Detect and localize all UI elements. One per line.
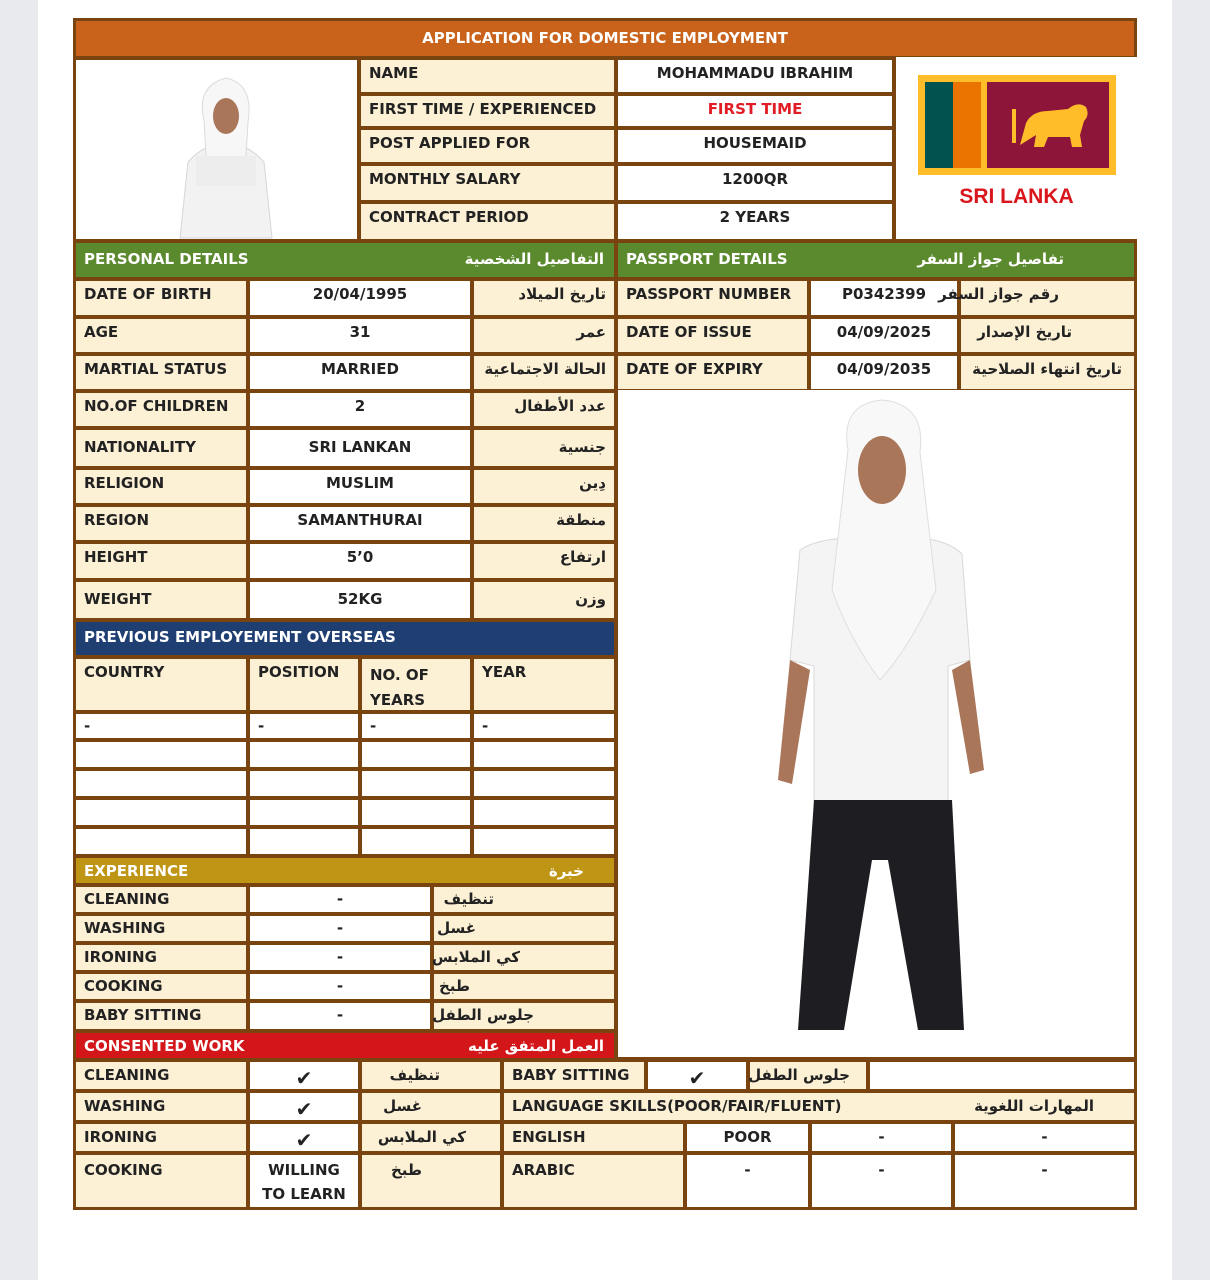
prev-empty-cell bbox=[247, 768, 361, 799]
passport-number-label: PASSPORT NUMBER bbox=[615, 278, 810, 318]
prev-empty-cell bbox=[73, 768, 249, 799]
prev-col-years: NO. OF YEARS bbox=[359, 656, 473, 713]
issue-date-ar: تاريخ الإصدار bbox=[958, 316, 1137, 355]
cw-babysitting-ar: جلوس الطفل bbox=[747, 1059, 869, 1092]
prev-col-year: YEAR bbox=[471, 656, 617, 713]
issue-date-label: DATE OF ISSUE bbox=[615, 316, 810, 355]
height-label: HEIGHT bbox=[73, 541, 249, 581]
prev-empty-cell bbox=[471, 768, 617, 799]
nationality-ar: جنسية bbox=[471, 427, 617, 469]
sri-lanka-flag-icon bbox=[918, 75, 1116, 175]
cw-cleaning-check-icon: ✔ bbox=[247, 1059, 361, 1092]
language-title-ar: المهارات اللغوية bbox=[974, 1097, 1094, 1115]
marital-ar: الحالة الاجتماعية bbox=[471, 353, 617, 392]
dob-ar: تاريخ الميلاد bbox=[471, 278, 617, 318]
language-title: LANGUAGE SKILLS(POOR/FAIR/FLUENT) bbox=[512, 1097, 842, 1115]
experience-title-ar: خبرة bbox=[548, 862, 584, 880]
english-level-1: POOR bbox=[684, 1121, 811, 1154]
passport-title: PASSPORT DETAILS bbox=[626, 250, 788, 268]
cw-ironing-check-icon: ✔ bbox=[247, 1121, 361, 1154]
exp-ironing-label: IRONING bbox=[73, 942, 249, 973]
prev-empty-cell bbox=[247, 826, 361, 857]
cw-ironing-ar: كي الملابس bbox=[359, 1121, 503, 1154]
religion-value: MUSLIM bbox=[247, 467, 473, 506]
prev-empty-cell bbox=[359, 797, 473, 828]
prev-empty-cell bbox=[359, 826, 473, 857]
country-name: SRI LANKA bbox=[959, 185, 1074, 208]
prev-empty-cell bbox=[359, 768, 473, 799]
cw-washing-check-icon: ✔ bbox=[247, 1090, 361, 1123]
issue-date-value: 04/09/2025 bbox=[808, 316, 960, 355]
expiry-date-label: DATE OF EXPIRY bbox=[615, 353, 810, 392]
post-value: HOUSEMAID bbox=[615, 127, 895, 165]
arabic-level-1: - bbox=[684, 1152, 811, 1210]
consented-title-ar: العمل المتفق عليه bbox=[468, 1037, 604, 1055]
cw-cooking-label: COOKING bbox=[73, 1152, 249, 1210]
post-label: POST APPLIED FOR bbox=[358, 127, 617, 165]
dob-label: DATE OF BIRTH bbox=[73, 278, 249, 318]
consented-work-header bbox=[73, 1030, 617, 1061]
weight-value: 52KG bbox=[247, 579, 473, 621]
exp-cooking-label: COOKING bbox=[73, 971, 249, 1002]
weight-label: WEIGHT bbox=[73, 579, 249, 621]
cw-cleaning-label: CLEANING bbox=[73, 1059, 249, 1092]
english-level-2: - bbox=[809, 1121, 954, 1154]
prev-empty-cell bbox=[359, 739, 473, 770]
contract-label: CONTRACT PERIOD bbox=[358, 201, 617, 242]
cw-cleaning-ar: تنظيف bbox=[359, 1059, 503, 1092]
english-level-3: - bbox=[952, 1121, 1137, 1154]
prev-empty-cell bbox=[73, 739, 249, 770]
age-ar: عمر bbox=[471, 316, 617, 355]
salary-label: MONTHLY SALARY bbox=[358, 163, 617, 203]
contract-value: 2 YEARS bbox=[615, 201, 895, 242]
passport-title-ar: تفاصيل جواز السفر bbox=[917, 250, 1064, 268]
exp-washing-value: - bbox=[247, 913, 433, 944]
salary-value: 1200QR bbox=[615, 163, 895, 203]
prev-col-position: POSITION bbox=[247, 656, 361, 713]
passport-number-ar: رقم جواز السفر bbox=[958, 278, 1137, 318]
prev-row-position: - bbox=[247, 711, 361, 741]
exp-washing-ar: غسل bbox=[431, 913, 617, 944]
passport-number-value: P0342399 bbox=[808, 278, 960, 318]
region-label: REGION bbox=[73, 504, 249, 543]
first-time-label: FIRST TIME / EXPERIENCED bbox=[358, 93, 617, 129]
country-box bbox=[893, 57, 1137, 242]
region-ar: منطقة bbox=[471, 504, 617, 543]
small-photo bbox=[73, 57, 360, 242]
form-title: APPLICATION FOR DOMESTIC EMPLOYMENT bbox=[73, 18, 1137, 59]
exp-cleaning-value: - bbox=[247, 884, 433, 915]
marital-value: MARRIED bbox=[247, 353, 473, 392]
prev-row-years: - bbox=[359, 711, 473, 741]
expiry-date-ar: تاريخ انتهاء الصلاحية bbox=[958, 353, 1137, 392]
cw-babysitting-check-icon: ✔ bbox=[645, 1059, 749, 1092]
cw-ironing-label: IRONING bbox=[73, 1121, 249, 1154]
exp-ironing-value: - bbox=[247, 942, 433, 973]
prev-empty-cell bbox=[247, 797, 361, 828]
prev-row-year: - bbox=[471, 711, 617, 741]
religion-ar: دِين bbox=[471, 467, 617, 506]
children-ar: عدد الأطفال bbox=[471, 390, 617, 429]
arabic-level-2: - bbox=[809, 1152, 954, 1210]
prev-empty-cell bbox=[247, 739, 361, 770]
religion-label: RELIGION bbox=[73, 467, 249, 506]
marital-label: MARTIAL STATUS bbox=[73, 353, 249, 392]
personal-title: PERSONAL DETAILS bbox=[84, 250, 249, 268]
dob-value: 20/04/1995 bbox=[247, 278, 473, 318]
region-value: SAMANTHURAI bbox=[247, 504, 473, 543]
cw-babysitting-label: BABY SITTING bbox=[501, 1059, 647, 1092]
experience-title: EXPERIENCE bbox=[84, 862, 189, 880]
age-label: AGE bbox=[73, 316, 249, 355]
cw-empty-cell bbox=[867, 1059, 1137, 1092]
consented-title: CONSENTED WORK bbox=[84, 1037, 245, 1055]
exp-cooking-ar: طبخ bbox=[431, 971, 617, 1002]
prev-col-country: COUNTRY bbox=[73, 656, 249, 713]
height-ar: ارتفاع bbox=[471, 541, 617, 581]
children-value: 2 bbox=[247, 390, 473, 429]
arabic-level-3: - bbox=[952, 1152, 1137, 1210]
exp-cleaning-label: CLEANING bbox=[73, 884, 249, 915]
expiry-date-value: 04/09/2035 bbox=[808, 353, 960, 392]
passport-details-header bbox=[615, 240, 1137, 280]
age-value: 31 bbox=[247, 316, 473, 355]
english-label: ENGLISH bbox=[501, 1121, 686, 1154]
experience-header bbox=[73, 855, 617, 886]
personal-title-ar: التفاصيل الشخصية bbox=[464, 250, 604, 268]
previous-employment-header: PREVIOUS EMPLOYEMENT OVERSEAS bbox=[73, 619, 617, 658]
cw-cooking-ar: طبخ bbox=[359, 1152, 503, 1210]
children-label: NO.OF CHILDREN bbox=[73, 390, 249, 429]
arabic-label: ARABIC bbox=[501, 1152, 686, 1210]
exp-cleaning-ar: تنظيف bbox=[431, 884, 617, 915]
nationality-label: NATIONALITY bbox=[73, 427, 249, 469]
cw-washing-label: WASHING bbox=[73, 1090, 249, 1123]
exp-babysitting-label: BABY SITTING bbox=[73, 1000, 249, 1032]
personal-details-header bbox=[73, 240, 617, 280]
nationality-value: SRI LANKAN bbox=[247, 427, 473, 469]
first-time-value: FIRST TIME bbox=[615, 93, 895, 129]
prev-empty-cell bbox=[471, 826, 617, 857]
exp-babysitting-value: - bbox=[247, 1000, 433, 1032]
exp-washing-label: WASHING bbox=[73, 913, 249, 944]
weight-ar: وزن bbox=[471, 579, 617, 621]
cw-washing-ar: غسل bbox=[359, 1090, 503, 1123]
name-label: NAME bbox=[358, 57, 617, 95]
prev-empty-cell bbox=[471, 797, 617, 828]
prev-empty-cell bbox=[73, 797, 249, 828]
cw-cooking-value: WILLING TO LEARN bbox=[247, 1152, 361, 1210]
application-sheet bbox=[38, 0, 1172, 1280]
prev-row-country: - bbox=[73, 711, 249, 741]
exp-babysitting-ar: جلوس الطفل bbox=[431, 1000, 617, 1032]
exp-ironing-ar: كي الملابس bbox=[431, 942, 617, 973]
name-value: MOHAMMADU IBRAHIM bbox=[615, 57, 895, 95]
full-photo bbox=[615, 390, 1137, 1060]
height-value: 5’0 bbox=[247, 541, 473, 581]
exp-cooking-value: - bbox=[247, 971, 433, 1002]
language-skills-header bbox=[501, 1090, 1137, 1123]
prev-empty-cell bbox=[471, 739, 617, 770]
prev-empty-cell bbox=[73, 826, 249, 857]
